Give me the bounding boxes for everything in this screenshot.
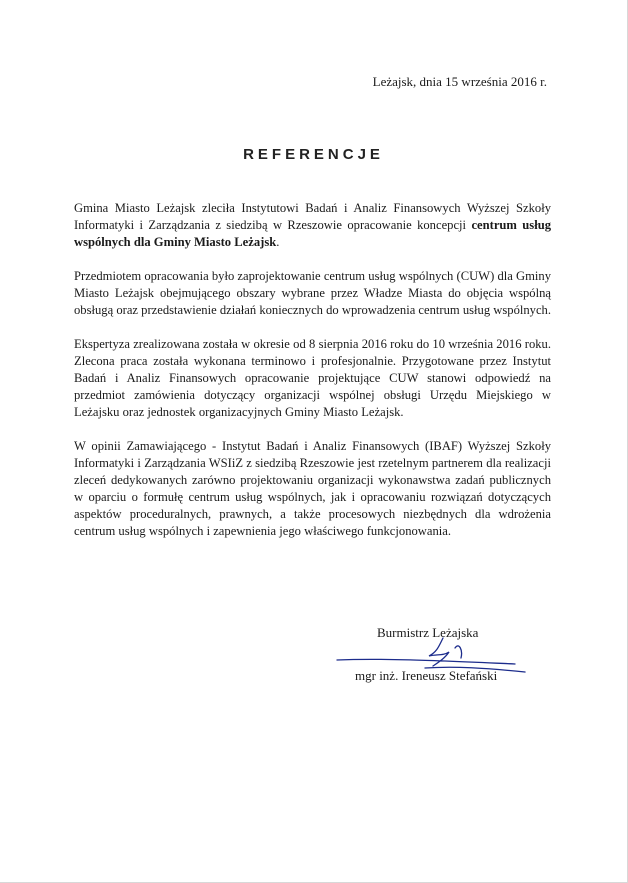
- paragraph-3: Ekspertyza zrealizowana została w okresie od 8 sierpnia 2016 roku do 10 września 2016 roku. Zlecona praca została wykonana terminowo i profesjonalnie. Przygotowane przez Instytut Badań i Analiz Finansowych opracowanie projektujące CUW stanowi odpowiedź na przedmiot zamówienia dotyczący organizacji wspólnej obsługi Urzędu Miejskiego w Leżajsku oraz jednostek organizacyjnych Gminy Miasto Leżajsk.: [74, 337, 551, 419]
- document-body: [74, 200, 551, 557]
- paragraph-1: [74, 200, 551, 251]
- paragraph-1-end: .: [276, 235, 280, 249]
- date-line: Leżajsk, dnia 15 września 2016 r.: [372, 74, 547, 89]
- paragraph-4: W opinii Zamawiającego - Instytut Badań i Analiz Finansowych (IBAF) Wyższej Szkoły Informatyki i Zarządzania WSIiZ z siedzibą Rzeszowie jest rzetelnym partnerem dla realizacji zleceń dedykowanych zarówno projektowaniu organizacji wykonawstwa zadań publicznych w oparciu o formułę centrum usług wspólnych, jak i opracowaniu rozwiązań dotyczących aspektów proceduralnych, prawnych, a także procesowych niezbędnych dla wdrożenia centrum usług wspólnych i zapewnienia jego właściwego funkcjonowania.: [74, 439, 551, 538]
- signature-block: [345, 620, 545, 690]
- signatory-role: Burmistrz Leżajska: [377, 625, 479, 640]
- paragraph-2: Przedmiotem opracowania było zaprojektowanie centrum usług wspólnych (CUW) dla Gminy Miasto Leżajsk obejmującego obszary wybrane przez Władze Miasta do objęcia wspólną obsługą oraz przedstawienie działań koniecznych do wprowadzenia centrum usług wspólnych.: [74, 269, 552, 317]
- signatory-name: mgr inż. Ireneusz Stefański: [355, 668, 498, 683]
- paragraph-1-bold: centrum usług wspólnych dla Gminy Miasto Leżajsk: [74, 218, 551, 249]
- paragraph-1-text: Gmina Miasto Leżajsk zleciła Instytutowi Badań i Analiz Finansowych Wyższej Szkoły Informatyki i Zarządzania z siedzibą w Rzeszowie opracowanie koncepcji: [74, 201, 551, 232]
- document-heading: REFERENCJE: [243, 146, 384, 163]
